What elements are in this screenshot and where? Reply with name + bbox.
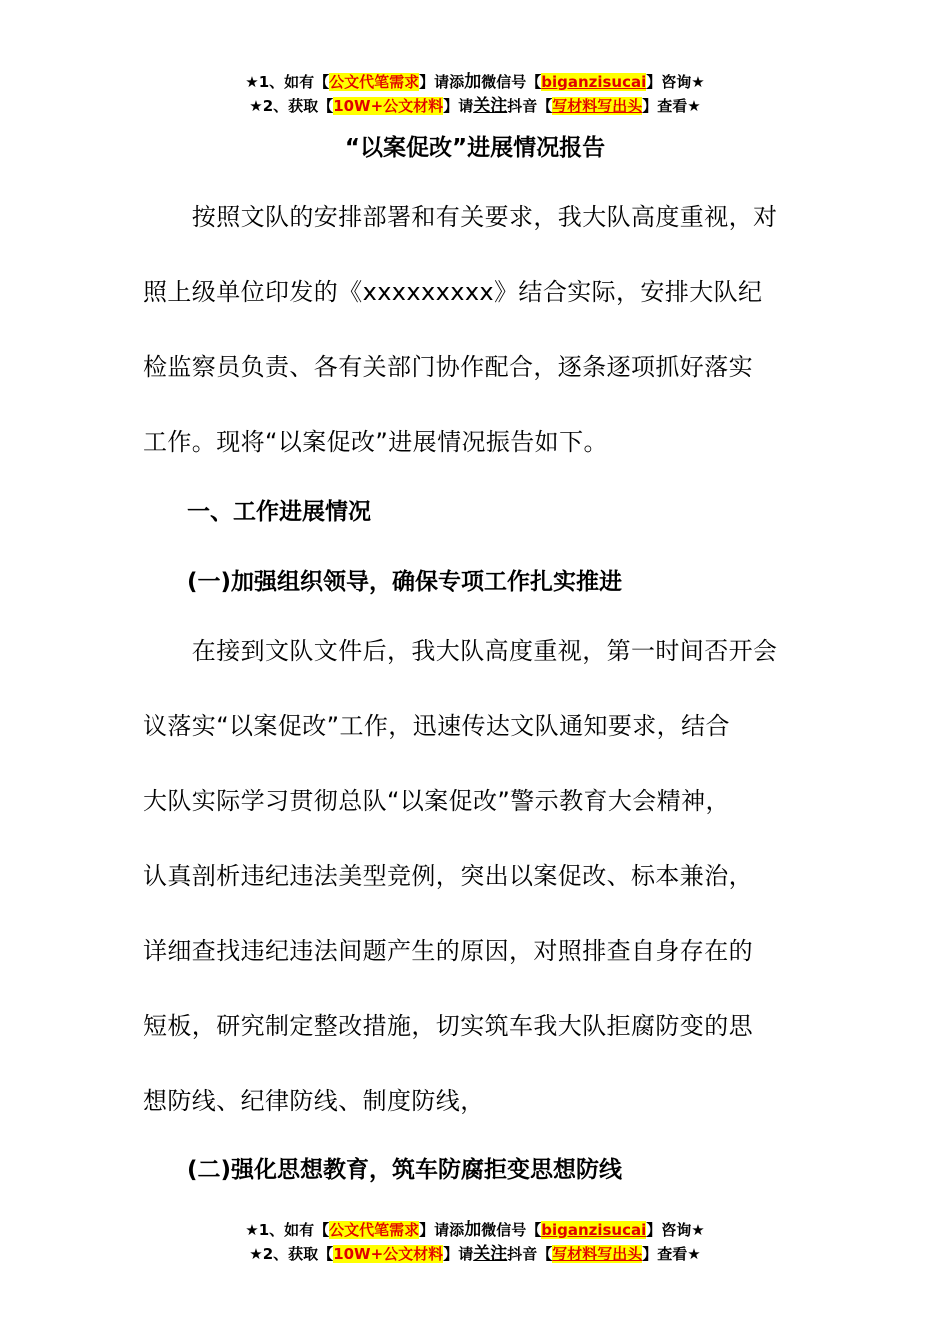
- promo-line-2: ★2、获取【10W+公文材料】请关注抖音【写材料写出头】查看★: [249, 1244, 701, 1264]
- subsection-heading-2: (二)强化思想教育，筑车防腐拒变思想防线: [187, 1157, 623, 1183]
- promo-highlight-wechat-id: biganzisucai: [541, 1221, 647, 1239]
- paragraph-line: 照上级单位印发的《xxxxxxxxx》结合实际，安排大队纪: [143, 278, 763, 306]
- paragraph-line: 大队实际学习贯彻总队“以案促改”警示教育大会精神，: [143, 787, 730, 815]
- paragraph-line: 详细查找违纪违法间题产生的原因，对照排查自身存在的: [143, 937, 753, 965]
- bottom-promo-banner: [0, 1218, 950, 1266]
- promo-line-1: ★1、如有【公文代笔需求】请添加微信号【biganzisucai】咨询★: [245, 72, 705, 92]
- paragraph-line: 想防线、纪律防线、制度防线，: [143, 1087, 485, 1115]
- paragraph-line: 检监察员负责、各有关部门协作配合，逐条逐项抓好落实: [143, 353, 753, 381]
- promo-highlight-materials: 10W+公文材料: [333, 1245, 444, 1263]
- paragraph-line: 短板，研究制定整改措施，切实筑车我大队拒腐防变的思: [143, 1012, 753, 1040]
- promo-highlight-douyin: 写材料写出头: [552, 1245, 643, 1263]
- document-title: “以案促改”进展情况报告: [344, 135, 606, 161]
- promo-highlight-materials: 10W+公文材料: [333, 97, 444, 115]
- promo-line-1: ★1、如有【公文代笔需求】请添加微信号【biganzisucai】咨询★: [245, 1220, 705, 1240]
- promo-highlight-wechat-id: biganzisucai: [541, 73, 647, 91]
- promo-highlight-service: 公文代笔需求: [329, 1221, 420, 1239]
- promo-line-2: ★2、获取【10W+公文材料】请关注抖音【写材料写出头】查看★: [249, 96, 701, 116]
- paragraph-line: 议落实“以案促改”工作，迅速传达文队通知要求，结合: [143, 712, 730, 740]
- intro-paragraph: [143, 180, 807, 480]
- promo-highlight-service: 公文代笔需求: [329, 73, 420, 91]
- subsection-heading-1: (一)加强组织领导，确保专项工作扎实推进: [187, 569, 623, 595]
- paragraph-line: 在接到文队文件后，我大队高度重视，第一时间否开会: [143, 637, 778, 665]
- top-promo-banner: [0, 70, 950, 118]
- promo-highlight-douyin: 写材料写出头: [552, 97, 643, 115]
- subsection-1-paragraph: [143, 614, 807, 1139]
- paragraph-line: 认真剖析违纪违法美型竞例，突出以案促改、标本兼治，: [143, 862, 753, 890]
- paragraph-line: 按照文队的安排部署和有关要求，我大队高度重视，对: [143, 203, 778, 231]
- paragraph-line: 工作。现将“以案促改”进展情况振告如下。: [143, 428, 608, 456]
- section-heading-1: 一、工作进展情况: [187, 499, 371, 525]
